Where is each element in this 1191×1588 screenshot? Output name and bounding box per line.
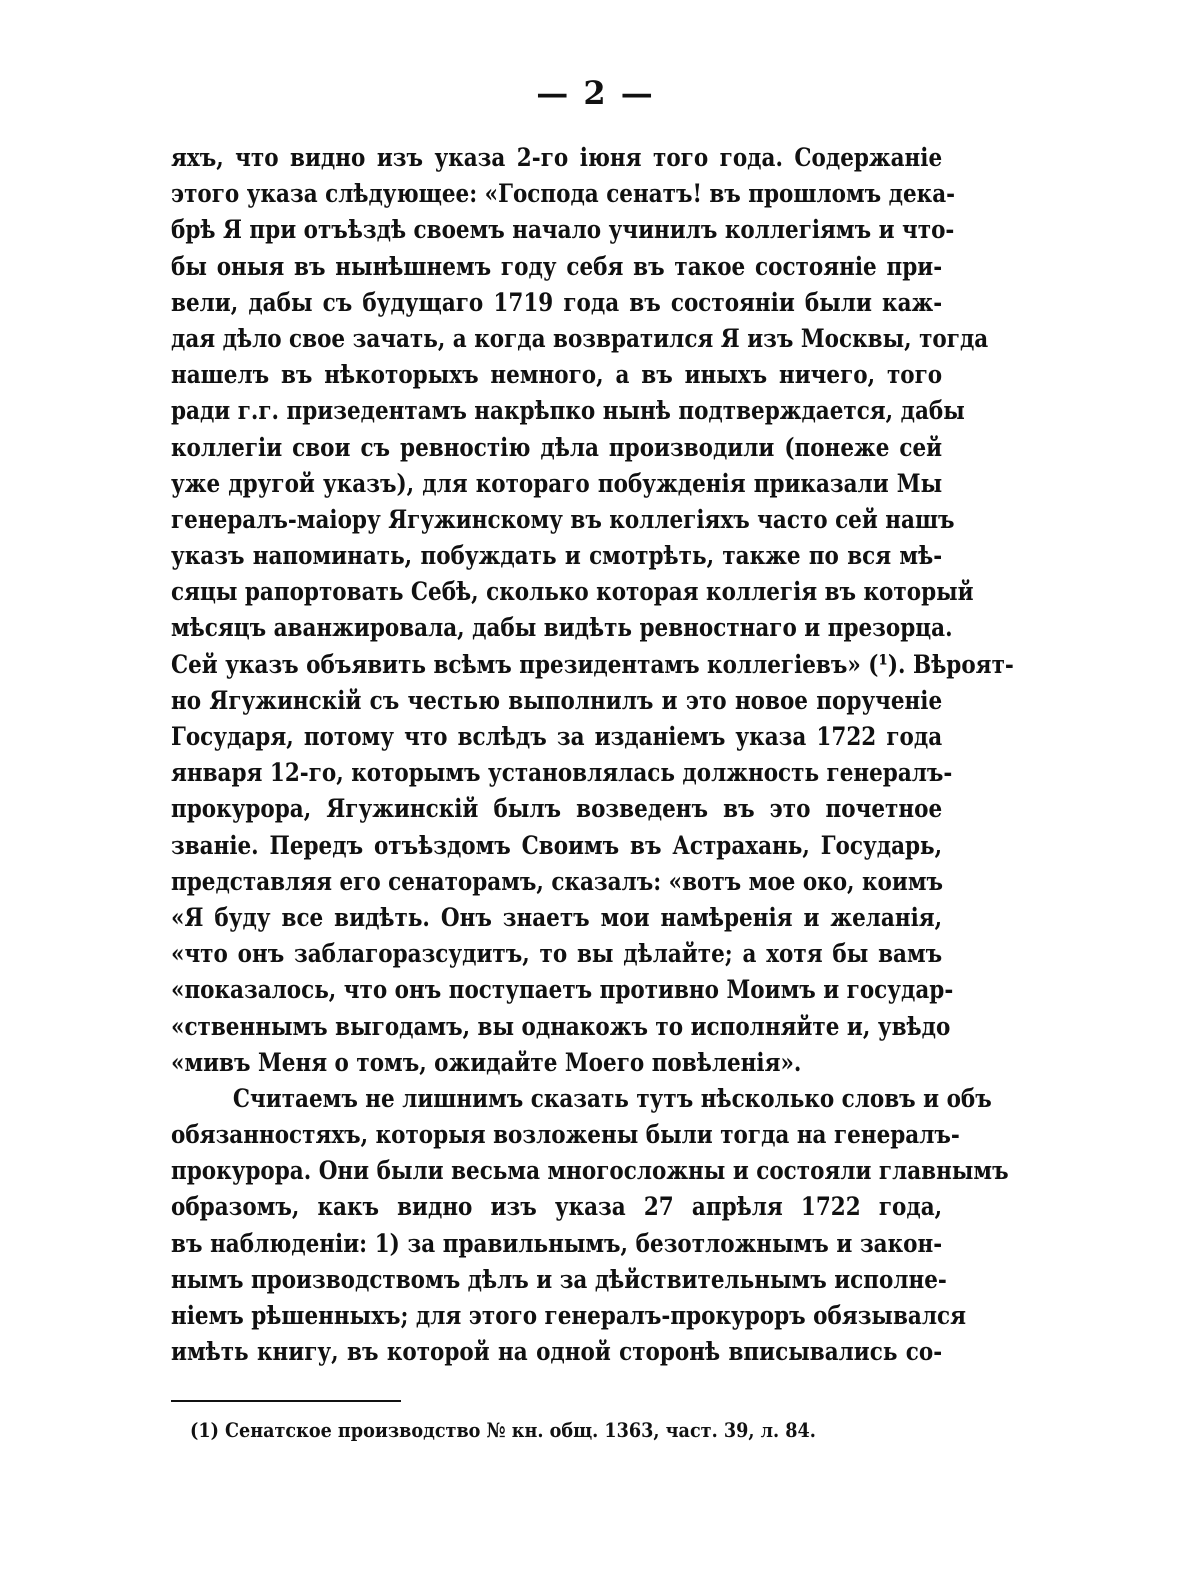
text-line: «показалось, что онъ поступаетъ противно Моимъ и государ- [171,975,954,1005]
text-line: «Я буду все видѣть. Онъ знаетъ мои намѣренія и желанія, [171,902,943,932]
text-line: яхъ, что видно изъ указа 2-го іюня того года. Содержаніе [171,143,943,172]
text-line: сяцы рапортовать Себѣ, сколько которая коллегія въ который [171,577,974,607]
text-line: «что онъ заблагоразсудитъ, то вы дѣлайте; а хотя бы вамъ [171,939,943,969]
text-line: указъ напоминать, побуждать и смотрѣть, также по вся мѣ- [171,541,943,571]
text-line: мѣсяцъ аванжировала, дабы видѣть ревностнаго и презорца. [171,613,953,643]
body-text [171,140,1014,1370]
text-line: обязанностяхъ, которыя возложены были тогда на генералъ- [171,1120,960,1150]
text-line: образомъ, какъ видно изъ указа 27 апрѣля 1722 года, [171,1192,943,1222]
text-line: званіе. Передъ отъѣздомъ Своимъ въ Астрахань, Государь, [171,830,943,860]
footnote: (1) Сенатское производство № кн. общ. 1363, част. 39, л. 84. [190,1418,816,1442]
text-line: бы оныя въ нынѣшнемъ году себя въ такое состояніе при- [171,251,943,281]
text-line: вели, дабы съ будущаго 1719 года въ состояніи были каж- [171,287,943,317]
text-line: этого указа слѣдующее: «Господа сенатъ! въ прошломъ дека- [171,179,956,209]
text-line: но Ягужинскій съ честью выполнилъ и это новое порученіе [171,685,943,715]
text-line: нашелъ въ нѣкоторыхъ немного, а въ иныхъ ничего, того [171,360,943,390]
text-line: Государя, потому что вслѣдъ за изданіемъ указа 1722 года [171,722,943,751]
text-line: января 12-го, которымъ установлялась должность генералъ- [171,758,953,788]
text-line: ніемъ рѣшенныхъ; для этого генералъ-прокуроръ обязывался [171,1301,966,1330]
text-line: Сей указъ объявить всѣмъ президентамъ коллегіевъ» (¹). Вѣроят- [171,649,1014,679]
text-line: брѣ Я при отъѣздѣ своемъ начало учинилъ коллегіямъ и что- [171,215,955,245]
text-line: «ственнымъ выгодамъ, вы однакожъ то исполняйте и, увѣдо [171,1011,951,1041]
text-line: имѣть книгу, въ которой на одной сторонѣ вписывались со- [171,1337,943,1367]
text-line: уже другой указъ), для котораго побужденія приказали Мы [171,468,943,498]
text-line: прокурора. Они были весьма многосложны и состояли главнымъ [171,1156,1009,1186]
text-line: въ наблюденіи: 1) за правильнымъ, безотложнымъ и закон- [171,1228,943,1258]
text-line: Считаемъ не лишнимъ сказать тутъ нѣсколько словъ и объ [232,1083,992,1113]
text-line: «мивъ Меня о томъ, ожидайте Моего повѣленія». [171,1047,802,1077]
text-line: ради г.г. призедентамъ накрѣпко нынѣ подтверждается, дабы [171,396,965,426]
text-line: нымъ производствомъ дѣлъ и за дѣйствительнымъ исполне- [171,1264,947,1294]
text-line: дая дѣло свое зачать, а когда возвратился Я изъ Москвы, тогда [171,323,989,353]
footnote-divider [171,1400,401,1402]
text-line: коллегіи свои съ ревностію дѣла производили (понеже сей [171,432,943,462]
page-number: — 2 — [536,74,655,112]
text-line: генералъ-маіору Ягужинскому въ коллегіяхъ часто сей нашъ [171,504,955,534]
text-line: представляя его сенаторамъ, сказалъ: «вотъ мое око, коимъ [171,866,943,896]
text-line: прокурора, Ягужинскій былъ возведенъ въ это почетное [171,794,943,824]
